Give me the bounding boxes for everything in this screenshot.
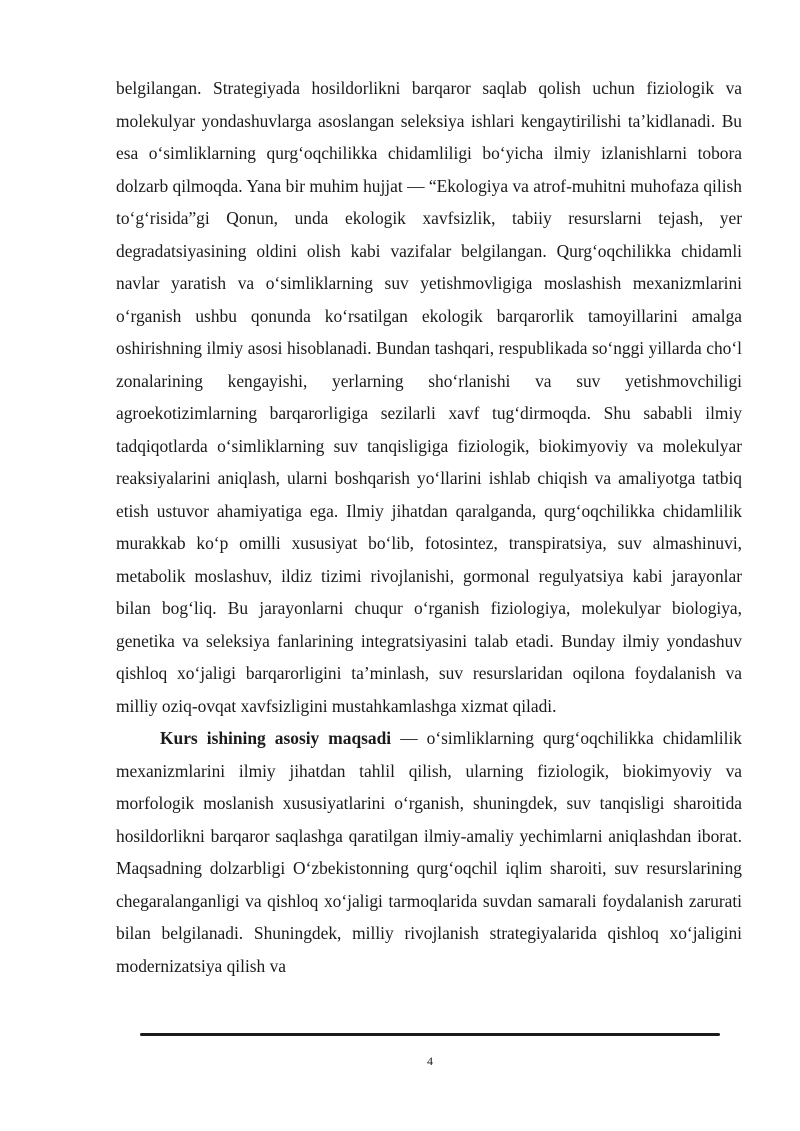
page-number: 4	[427, 1054, 433, 1068]
course-goal-heading: Kurs ishining asosiy maqsadi	[160, 728, 392, 748]
paragraph-course-goal	[116, 722, 742, 982]
course-goal-text: — o‘simliklarning qurg‘oqchilikka chidamlilik mexanizmlarini ilmiy jihatdan tahlil qilish, ularning fiziologik, biokimyoviy va morfologik moslanish xususiyatlarini o‘rganish, shuningdek, suv tanqisligi sharoitida hosildorlikni barqaror saqlashga qaratilgan ilmiy-amaliy yechimlarni aniqlashdan iborat. Maqsadning dolzarbligi O‘zbekistonning qurg‘oqchil iqlim sharoiti, suv resurslarining chegaralanganligi va qishloq xo‘jaligi tarmoqlarida suvdan samarali foydalanish zarurati bilan belgilanadi. Shuningdek, milliy rivojlanish strategiyalarida qishloq xo‘jaligini modernizatsiya qilish va	[116, 728, 742, 976]
body-text	[116, 72, 742, 982]
paragraph-continuation: belgilangan. Strategiyada hosildorlikni barqaror saqlab qolish uchun fiziologik va molekulyar yondashuvlarga asoslangan seleksiya ishlari kengaytirilishi ta’kidlanadi. Bu esa o‘simliklarning qurg‘oqchilikka chidamliligi bo‘yicha ilmiy izlanishlarni tobora dolzarb qilmoqda. Yana bir muhim hujjat — “Ekologiya va atrof-muhitni muhofaza qilish to‘g‘risida”gi Qonun, unda ekologik xavfsizlik, tabiiy resurslarni tejash, yer degradatsiyasining oldini olish kabi vazifalar belgilangan. Qurg‘oqchilikka chidamli navlar yaratish va o‘simliklarning suv yetishmovligiga moslashish mexanizmlarini o‘rganish ushbu qonunda ko‘rsatilgan ekologik barqarorlik tamoyillarini amalga oshirishning ilmiy asosi hisoblanadi. Bundan tashqari, respublikada so‘nggi yillarda cho‘l zonalarining kengayishi, yerlarning sho‘rlanishi va suv yetishmovchiligi agroekotizimlarning barqarorligiga sezilarli xavf tug‘dirmoqda. Shu sababli ilmiy tadqiqotlarda o‘simliklarning suv tanqisligiga fiziologik, biokimyoviy va molekulyar reaksiyalarini aniqlash, ularni boshqarish yo‘llarini ishlab chiqish va amaliyotga tatbiq etish ustuvor ahamiyatiga ega. Ilmiy jihatdan qaralganda, qurg‘oqchilikka chidamlilik murakkab ko‘p omilli xususiyat bo‘lib, fotosintez, transpiratsiya, suv almashinuvi, metabolik moslashuv, ildiz tizimi rivojlanishi, gormonal regulyatsiya kabi jarayonlar bilan bog‘liq. Bu jarayonlarni chuqur o‘rganish fiziologiya, molekulyar biologiya, genetika va seleksiya fanlarining integratsiyasini talab etadi. Bunday ilmiy yondashuv qishloq xo‘jaligi barqarorligini ta’minlash, suv resurslaridan oqilona foydalanish va milliy oziq-ovqat xavfsizligini mustahkamlashga xizmat qiladi.	[116, 78, 742, 716]
footer-divider	[140, 1033, 720, 1036]
